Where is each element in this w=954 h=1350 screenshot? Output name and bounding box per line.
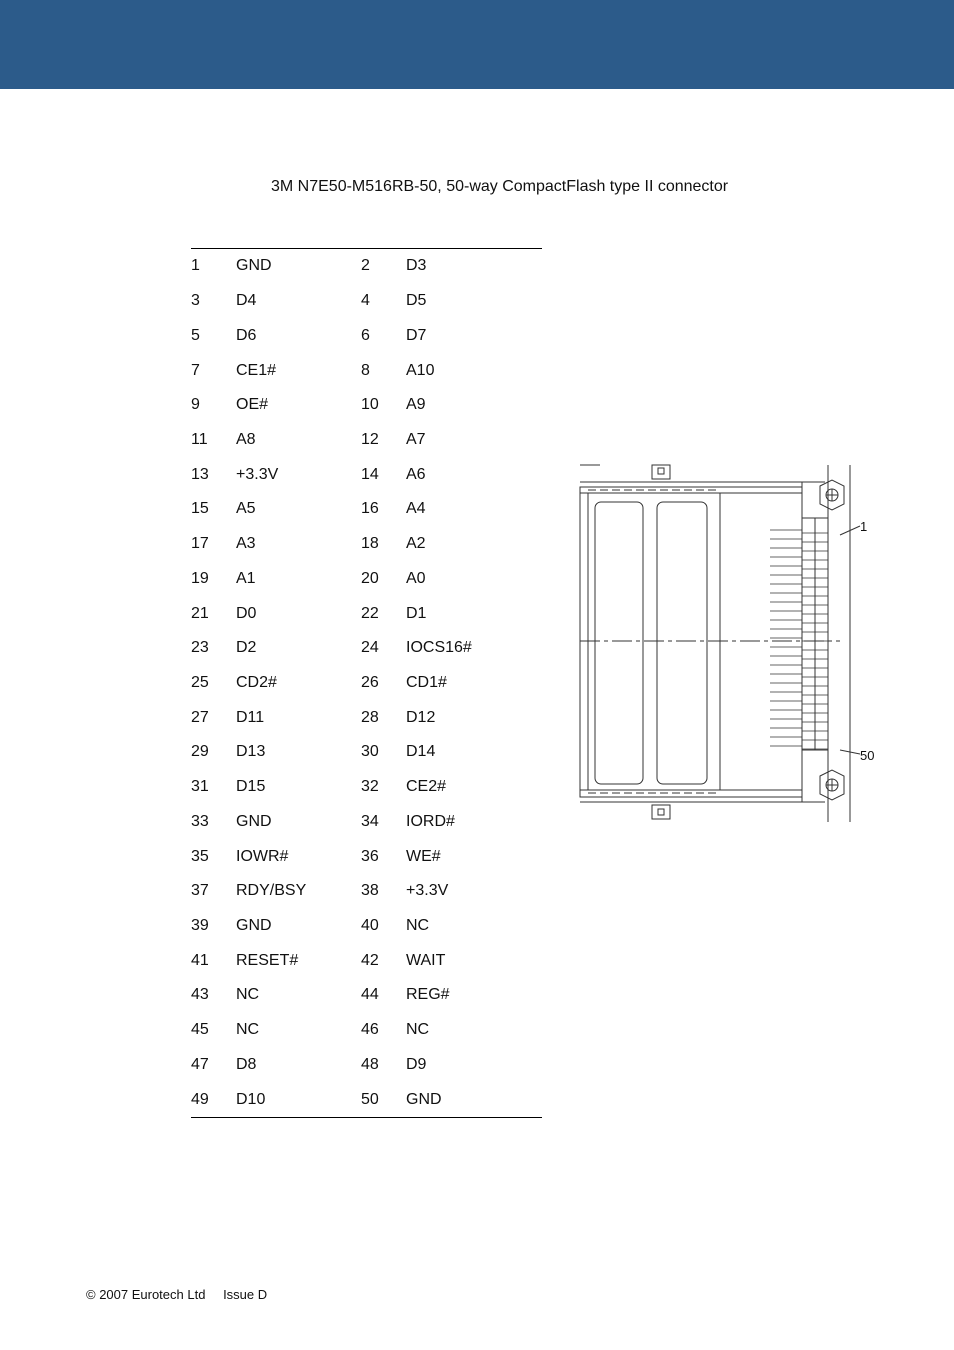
pin-signal: CD2# bbox=[236, 673, 277, 691]
pin-signal: +3.3V bbox=[236, 465, 279, 483]
pinout-row bbox=[191, 874, 542, 909]
pin-number: 18 bbox=[361, 535, 379, 553]
pinout-row bbox=[191, 492, 542, 527]
pinout-row bbox=[191, 527, 542, 562]
pin-signal: RESET# bbox=[236, 951, 299, 969]
pin-number: 33 bbox=[191, 812, 209, 830]
footer-copyright: © 2007 Eurotech Ltd bbox=[86, 1287, 206, 1302]
pin-50-label: 50 bbox=[860, 748, 875, 763]
pin-number: 44 bbox=[361, 986, 379, 1004]
pin-number: 27 bbox=[191, 708, 209, 726]
pin-number: 14 bbox=[361, 465, 379, 483]
pin-signal: OE# bbox=[236, 396, 269, 414]
pin-signal: REG# bbox=[406, 986, 450, 1004]
pinout-row bbox=[191, 457, 542, 492]
pin-number: 7 bbox=[191, 361, 200, 379]
pinout-row bbox=[191, 353, 542, 388]
pin-signal: IORD# bbox=[406, 812, 455, 830]
slot-window-right bbox=[657, 502, 707, 784]
pin-signal: GND bbox=[236, 249, 361, 284]
pinout-row bbox=[191, 943, 542, 978]
pin-number: 38 bbox=[361, 882, 379, 900]
pin-signal: CE2# bbox=[406, 778, 447, 796]
pin-number: 31 bbox=[191, 778, 209, 796]
pin-number: 2 bbox=[361, 249, 406, 284]
pin-signal: A7 bbox=[406, 430, 426, 448]
pin-signal: NC bbox=[236, 1021, 260, 1039]
pin-number: 50 bbox=[361, 1082, 406, 1117]
pin-number: 13 bbox=[191, 465, 209, 483]
pin-number: 17 bbox=[191, 535, 209, 553]
pin-number: 46 bbox=[361, 1021, 379, 1039]
pin-signal: GND bbox=[236, 812, 272, 830]
pin-number: 11 bbox=[191, 430, 208, 448]
pin-number: 40 bbox=[361, 917, 379, 935]
pin-signal: CD1# bbox=[406, 673, 447, 691]
mounting-hole-bottom bbox=[820, 770, 844, 800]
pin-signal: WE# bbox=[406, 847, 441, 865]
pin-number: 37 bbox=[191, 882, 209, 900]
pin-number: 25 bbox=[191, 673, 209, 691]
pinout-row bbox=[191, 388, 542, 423]
pin-signal: A6 bbox=[406, 465, 426, 483]
pin-signal: D6 bbox=[236, 326, 257, 344]
pin-number: 42 bbox=[361, 951, 379, 969]
pinout-row bbox=[191, 1048, 542, 1083]
pinout-row bbox=[191, 735, 542, 770]
pin-number: 3 bbox=[191, 292, 200, 310]
pin-number: 21 bbox=[191, 604, 209, 622]
pinout-row bbox=[191, 249, 542, 284]
pin-signal: IOWR# bbox=[236, 847, 289, 865]
pin-number: 16 bbox=[361, 500, 379, 518]
pin-number: 32 bbox=[361, 778, 379, 796]
pinout-row bbox=[191, 318, 542, 353]
pinout-table-body bbox=[191, 249, 542, 1118]
pinout-row bbox=[191, 666, 542, 701]
pin-signal: D9 bbox=[406, 1055, 427, 1073]
pin-signal: GND bbox=[406, 1082, 542, 1117]
connector-body bbox=[580, 487, 802, 797]
pinout-row bbox=[191, 423, 542, 458]
pin-number: 26 bbox=[361, 673, 379, 691]
pinout-row bbox=[191, 770, 542, 805]
pin-number: 8 bbox=[361, 361, 370, 379]
pin-number: 9 bbox=[191, 396, 200, 414]
header-band bbox=[0, 0, 954, 89]
pin-signal: A5 bbox=[236, 500, 256, 518]
pin-signal: GND bbox=[236, 917, 272, 935]
pin-number: 1 bbox=[191, 249, 236, 284]
pinout-row bbox=[191, 700, 542, 735]
pin-signal: D12 bbox=[406, 708, 436, 726]
pin-number: 39 bbox=[191, 917, 209, 935]
footer-issue: Issue D bbox=[223, 1287, 268, 1302]
pinout-row bbox=[191, 596, 542, 631]
pin-number: 48 bbox=[361, 1055, 379, 1073]
mounting-hole-top bbox=[820, 480, 844, 510]
pin-number: 47 bbox=[191, 1055, 209, 1073]
bottom-latch bbox=[652, 805, 670, 819]
pin-signal: D2 bbox=[236, 639, 257, 657]
pinout-row bbox=[191, 631, 542, 666]
pinout-row bbox=[191, 909, 542, 944]
pin-signal: CE1# bbox=[236, 361, 277, 379]
pin-number: 20 bbox=[361, 569, 379, 587]
pin-number: 34 bbox=[361, 812, 379, 830]
pin-number: 43 bbox=[191, 986, 209, 1004]
pin-number: 30 bbox=[361, 743, 379, 761]
pin-signal: D7 bbox=[406, 326, 427, 344]
pin-signal: D15 bbox=[236, 778, 266, 796]
pinout-row bbox=[191, 284, 542, 319]
pin-signal: A2 bbox=[406, 535, 426, 553]
pin-signal: RDY/BSY bbox=[236, 882, 307, 900]
connector-caption: 3M N7E50-M516RB-50, 50-way CompactFlash type II connector bbox=[271, 178, 729, 195]
pin-number: 28 bbox=[361, 708, 379, 726]
pin-number: 49 bbox=[191, 1082, 236, 1117]
pin-signal: D11 bbox=[236, 708, 265, 726]
pin-signal: WAIT bbox=[406, 951, 446, 969]
pin-signal: A10 bbox=[406, 361, 435, 379]
pin-number: 29 bbox=[191, 743, 209, 761]
pin-1-label: 1 bbox=[860, 519, 868, 534]
pinout-row bbox=[191, 978, 542, 1013]
pinout-row bbox=[191, 1013, 542, 1048]
pin-number: 10 bbox=[361, 396, 379, 414]
pin-number: 4 bbox=[361, 292, 370, 310]
pin-number: 15 bbox=[191, 500, 209, 518]
pin-signal: A4 bbox=[406, 500, 426, 518]
pin-signal: D1 bbox=[406, 604, 427, 622]
pin-number: 23 bbox=[191, 639, 209, 657]
pin-number: 45 bbox=[191, 1021, 209, 1039]
pin-signal: D5 bbox=[406, 292, 427, 310]
pin-signal: D14 bbox=[406, 743, 436, 761]
pin-signal: NC bbox=[236, 986, 260, 1004]
pinout-row bbox=[191, 839, 542, 874]
pin-signal: NC bbox=[406, 1021, 430, 1039]
pin-number: 6 bbox=[361, 326, 370, 344]
pin-signal: D8 bbox=[236, 1055, 257, 1073]
pinout-row bbox=[191, 805, 542, 840]
pin-number: 5 bbox=[191, 326, 200, 344]
pinout-table bbox=[191, 248, 542, 1118]
pin-signal: A9 bbox=[406, 396, 426, 414]
pin-signal: A1 bbox=[236, 569, 256, 587]
pin-signal: D0 bbox=[236, 604, 257, 622]
pin-signal: +3.3V bbox=[406, 882, 449, 900]
pin-signal: D3 bbox=[406, 249, 542, 284]
pin-number: 41 bbox=[191, 951, 209, 969]
pin-signal: D10 bbox=[236, 1082, 361, 1117]
pin-number: 24 bbox=[361, 639, 379, 657]
pin-signal: D13 bbox=[236, 743, 266, 761]
pin-number: 12 bbox=[361, 430, 379, 448]
pin-signal: A8 bbox=[236, 430, 256, 448]
pin-number: 36 bbox=[361, 847, 379, 865]
pinout-row bbox=[191, 561, 542, 596]
footer bbox=[86, 1287, 267, 1302]
pin-number: 19 bbox=[191, 569, 209, 587]
top-latch bbox=[652, 465, 670, 479]
slot-window-left bbox=[595, 502, 643, 784]
pinout-row bbox=[191, 1082, 542, 1117]
pin-signal: A3 bbox=[236, 535, 256, 553]
pin-number: 35 bbox=[191, 847, 209, 865]
pin-signal: NC bbox=[406, 917, 430, 935]
pin-number: 22 bbox=[361, 604, 379, 622]
pin-signal: D4 bbox=[236, 292, 257, 310]
pin-signal: A0 bbox=[406, 569, 426, 587]
pin-signal: IOCS16# bbox=[406, 639, 472, 657]
connector-drawing bbox=[570, 460, 875, 822]
